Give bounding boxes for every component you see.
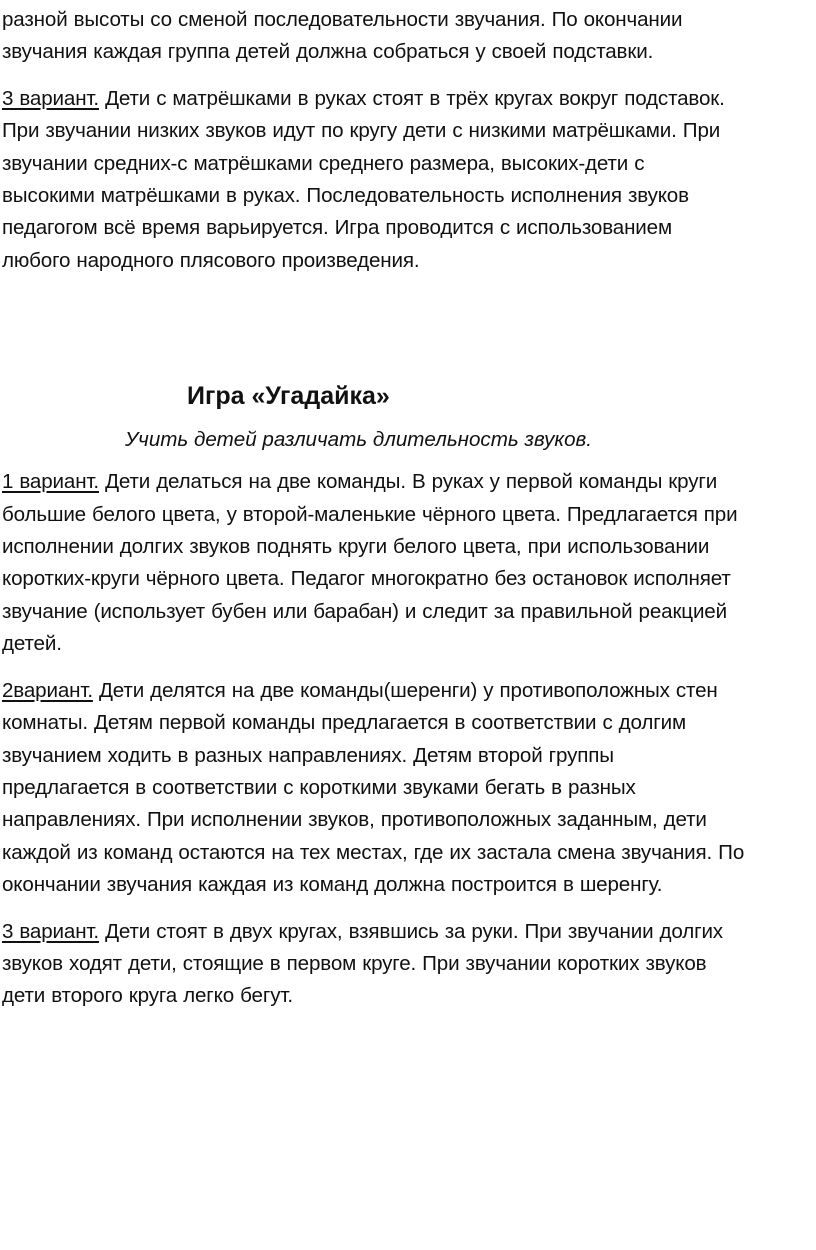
- text-line: предлагается в соответствии с короткими звуками бегать в разных: [2, 775, 636, 799]
- text-line: звучания каждая группа детей должна собраться у своей подставки.: [2, 40, 654, 64]
- variant-text: Дети делятся на две команды(шеренги) у противоположных стен: [92, 678, 718, 702]
- paragraph-variant-2: [2, 675, 810, 902]
- text-line: звучание (использует бубен или барабан) и следит за правильной реакцией: [2, 599, 727, 623]
- game-goal: Учить детей различать длительность звуков.: [125, 428, 593, 452]
- text-line: исполнении долгих звуков поднять круги белого цвета, при использовании: [2, 535, 710, 559]
- variant-label: 3 вариант.: [2, 919, 99, 943]
- variant-label: 3 вариант.: [2, 86, 99, 110]
- text-line: [2, 675, 810, 707]
- text-line: любого народного плясового произведения.: [2, 248, 420, 272]
- text-line: При звучании низких звуков идут по кругу дети с низкими матрёшками. При: [2, 119, 721, 143]
- text-line: окончании звучания каждая из команд должна построится в шеренгу.: [2, 873, 663, 897]
- game-title: Игра «Угадайка»: [187, 382, 390, 411]
- paragraph-matryoshka-variant-3: [2, 83, 810, 277]
- text-line: [2, 466, 810, 498]
- text-line: [2, 83, 810, 115]
- variant-text: Дети делаться на две команды. В руках у первой команды круги: [99, 470, 718, 494]
- text-line: разной высоты со сменой последовательности звучания. По окончании: [2, 8, 683, 31]
- variant-text: Дети стоят в двух кругах, взявшись за руки. При звучании долгих: [99, 919, 723, 943]
- text-line: педагогом всё время варьируется. Игра проводится с использованием: [2, 216, 672, 240]
- variant-text: Дети с матрёшками в руках стоят в трёх кругах вокруг подставок.: [99, 86, 725, 110]
- text-line: [2, 916, 810, 948]
- paragraph-variant-3: [2, 916, 810, 1013]
- paragraph-variant-1: [2, 466, 810, 660]
- text-line: детей.: [2, 632, 62, 656]
- text-line: звучанием ходить в разных направлениях. Детям второй группы: [2, 743, 614, 767]
- text-line: коротких-круги чёрного цвета. Педагог многократно без остановок исполняет: [2, 567, 731, 591]
- text-line: высокими матрёшками в руках. Последовательность исполнения звуков: [2, 184, 689, 208]
- variant-label: 1 вариант.: [2, 470, 99, 494]
- paragraph-continuation: [2, 4, 810, 69]
- text-line: дети второго круга легко бегут.: [2, 984, 293, 1008]
- text-line: большие белого цвета, у второй-маленькие чёрного цвета. Предлагается при: [2, 502, 738, 526]
- text-line: звучании средних-с матрёшками среднего размера, высоких-дети с: [2, 151, 645, 175]
- variant-label: 2вариант.: [2, 678, 93, 702]
- text-line: комнаты. Детям первой команды предлагается в соответствии с долгим: [2, 711, 686, 735]
- text-line: звуков ходят дети, стоящие в первом круге. При звучании коротких звуков: [2, 951, 707, 975]
- text-line: направлениях. При исполнении звуков, противоположных заданным, дети: [2, 808, 707, 832]
- text-line: каждой из команд остаются на тех местах, где их застала смена звучания. По: [2, 840, 745, 864]
